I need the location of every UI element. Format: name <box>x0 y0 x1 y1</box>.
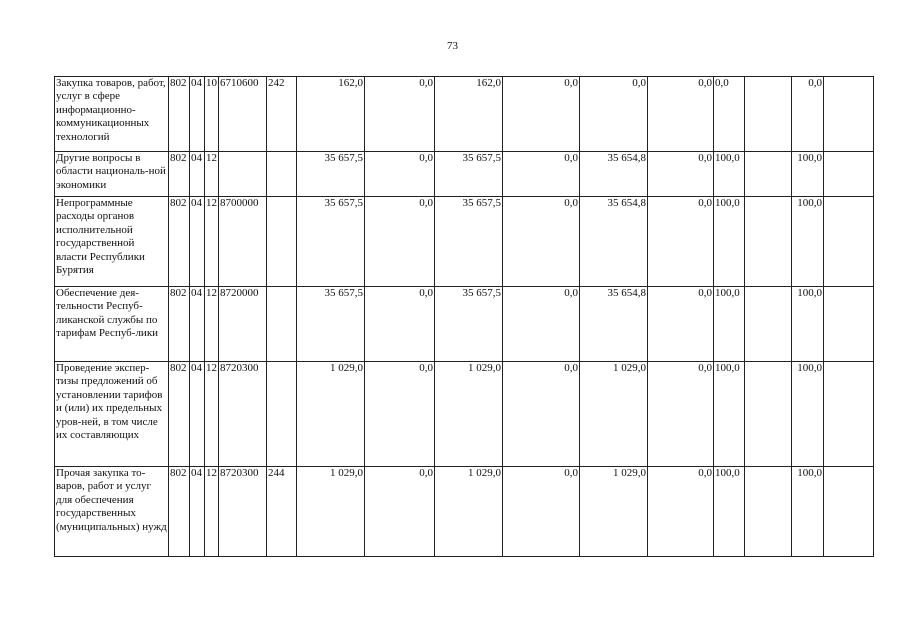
extra-amount: 0,0 <box>503 467 580 557</box>
target-article-code: 8720300 <box>219 467 267 557</box>
subsection-code: 12 <box>205 467 219 557</box>
subsection-code: 12 <box>205 197 219 287</box>
executed-amount: 35 654,8 <box>580 287 648 362</box>
revised-amount: 35 657,5 <box>435 287 503 362</box>
section-code: 04 <box>190 467 205 557</box>
variance-amount: 0,0 <box>648 287 714 362</box>
empty-cell <box>745 77 792 152</box>
target-article-code: 6710600 <box>219 77 267 152</box>
section-code: 04 <box>190 152 205 197</box>
amendment-amount: 0,0 <box>365 287 435 362</box>
empty-cell <box>745 467 792 557</box>
executed-amount: 1 029,0 <box>580 362 648 467</box>
extra-amount: 0,0 <box>503 77 580 152</box>
ministry-code: 802 <box>169 152 190 197</box>
approved-amount: 1 029,0 <box>297 467 365 557</box>
section-code: 04 <box>190 197 205 287</box>
extra-amount: 0,0 <box>503 197 580 287</box>
empty-cell <box>745 362 792 467</box>
expense-type-code: 242 <box>267 77 297 152</box>
budget-table <box>54 76 874 557</box>
execution-percent: 100,0 <box>714 362 745 467</box>
item-name: Проведение экспер-тизы предложений об установлении тарифов и (или) их предельных уров-ней, в том числе их составляющих <box>55 362 169 467</box>
variance-amount: 0,0 <box>648 77 714 152</box>
subsection-code: 10 <box>205 77 219 152</box>
table-row <box>55 152 874 197</box>
ministry-code: 802 <box>169 197 190 287</box>
target-article-code: 8720300 <box>219 362 267 467</box>
empty-cell <box>824 197 874 287</box>
ministry-code: 802 <box>169 467 190 557</box>
amendment-amount: 0,0 <box>365 197 435 287</box>
empty-cell <box>824 467 874 557</box>
target-article-code <box>219 152 267 197</box>
empty-cell <box>824 77 874 152</box>
expense-type-code <box>267 197 297 287</box>
page-number: 73 <box>447 40 458 52</box>
execution-percent-revised: 100,0 <box>792 362 824 467</box>
table-row <box>55 287 874 362</box>
section-code: 04 <box>190 362 205 467</box>
table-row <box>55 197 874 287</box>
variance-amount: 0,0 <box>648 152 714 197</box>
expense-type-code <box>267 287 297 362</box>
expense-type-code: 244 <box>267 467 297 557</box>
empty-cell <box>824 287 874 362</box>
execution-percent: 100,0 <box>714 467 745 557</box>
executed-amount: 0,0 <box>580 77 648 152</box>
subsection-code: 12 <box>205 287 219 362</box>
extra-amount: 0,0 <box>503 152 580 197</box>
execution-percent: 100,0 <box>714 197 745 287</box>
item-name: Непрограммные расходы органов исполнительной государственной власти Республики Бурятия <box>55 197 169 287</box>
table-body <box>55 77 874 557</box>
subsection-code: 12 <box>205 152 219 197</box>
approved-amount: 35 657,5 <box>297 287 365 362</box>
approved-amount: 162,0 <box>297 77 365 152</box>
amendment-amount: 0,0 <box>365 467 435 557</box>
table-row <box>55 77 874 152</box>
revised-amount: 35 657,5 <box>435 197 503 287</box>
item-name: Закупка товаров, работ, услуг в сфере информационно-коммуникационных технологий <box>55 77 169 152</box>
execution-percent-revised: 100,0 <box>792 467 824 557</box>
execution-percent: 100,0 <box>714 287 745 362</box>
variance-amount: 0,0 <box>648 197 714 287</box>
amendment-amount: 0,0 <box>365 152 435 197</box>
execution-percent: 100,0 <box>714 152 745 197</box>
execution-percent-revised: 100,0 <box>792 152 824 197</box>
execution-percent-revised: 0,0 <box>792 77 824 152</box>
execution-percent: 0,0 <box>714 77 745 152</box>
execution-percent-revised: 100,0 <box>792 197 824 287</box>
target-article-code: 8720000 <box>219 287 267 362</box>
ministry-code: 802 <box>169 362 190 467</box>
section-code: 04 <box>190 287 205 362</box>
item-name: Прочая закупка то-варов, работ и услуг для обеспечения государственных (муниципальных) нужд <box>55 467 169 557</box>
expense-type-code <box>267 152 297 197</box>
executed-amount: 35 654,8 <box>580 152 648 197</box>
extra-amount: 0,0 <box>503 362 580 467</box>
approved-amount: 35 657,5 <box>297 197 365 287</box>
item-name: Другие вопросы в области националь-ной экономики <box>55 152 169 197</box>
amendment-amount: 0,0 <box>365 362 435 467</box>
executed-amount: 35 654,8 <box>580 197 648 287</box>
table-row <box>55 467 874 557</box>
extra-amount: 0,0 <box>503 287 580 362</box>
table-row <box>55 362 874 467</box>
item-name: Обеспечение дея-тельности Респуб-ликанской службы по тарифам Респуб-лики <box>55 287 169 362</box>
subsection-code: 12 <box>205 362 219 467</box>
target-article-code: 8700000 <box>219 197 267 287</box>
empty-cell <box>824 362 874 467</box>
executed-amount: 1 029,0 <box>580 467 648 557</box>
variance-amount: 0,0 <box>648 467 714 557</box>
section-code: 04 <box>190 77 205 152</box>
ministry-code: 802 <box>169 77 190 152</box>
revised-amount: 1 029,0 <box>435 467 503 557</box>
ministry-code: 802 <box>169 287 190 362</box>
expense-type-code <box>267 362 297 467</box>
revised-amount: 162,0 <box>435 77 503 152</box>
amendment-amount: 0,0 <box>365 77 435 152</box>
approved-amount: 35 657,5 <box>297 152 365 197</box>
empty-cell <box>745 197 792 287</box>
empty-cell <box>824 152 874 197</box>
execution-percent-revised: 100,0 <box>792 287 824 362</box>
revised-amount: 1 029,0 <box>435 362 503 467</box>
variance-amount: 0,0 <box>648 362 714 467</box>
empty-cell <box>745 152 792 197</box>
empty-cell <box>745 287 792 362</box>
approved-amount: 1 029,0 <box>297 362 365 467</box>
revised-amount: 35 657,5 <box>435 152 503 197</box>
